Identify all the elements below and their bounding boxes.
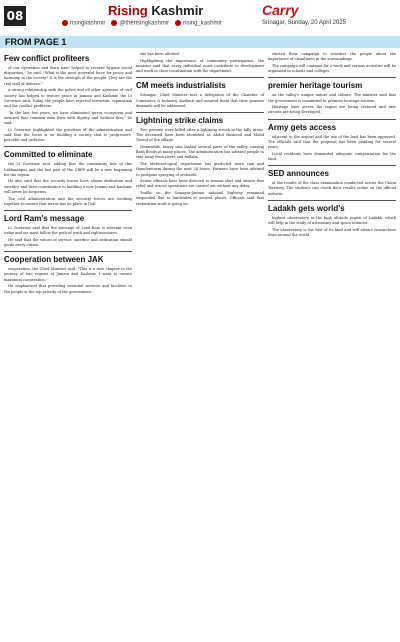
article-paragraph: she has been allotted. — [140, 52, 180, 56]
article-paragraph: on the valley's unique nature and culture. The minister said that the government is committed to promote heritage tourism. — [268, 93, 396, 103]
article-paragraph: cooperation, the Chief Minister said. "This is a new chapter in the journey of two regions of Jammu and Kashmir. I want to ensure maximum cooperation." — [4, 267, 132, 282]
article-paragraph: the Lt Governor said, adding that the community hub of this Lakhmanpur and the last part of the CRPF will be a new beginning for the region. — [4, 162, 132, 177]
article-paragraph: Senior officials have been directed to remain alert and ensure that relief and rescue operations are carried out without any delay. — [136, 179, 264, 189]
article-paragraph: "In the last few years, we have eliminated terror ecosystem and ensured that common man lives with dignity and without fear," he said. — [4, 110, 132, 126]
article-paragraph: Lt Governor said that the message of Lord Ram is relevant even today and we must follow the path of truth and righteousness. — [4, 225, 132, 236]
article-headline[interactable]: Army gets access — [268, 122, 337, 132]
divider — [268, 119, 396, 120]
instagram-icon — [175, 20, 181, 26]
social-handle[interactable]: @therisingkashmir — [111, 20, 169, 27]
masthead — [0, 0, 400, 34]
article-paragraph: Two persons were killed after a lightning struck in the hilly areas. The deceased have been identified as Abdul Rasheed and Mohd Yousuf of the village. — [136, 127, 264, 143]
partner-logo: Carry — [262, 2, 299, 18]
twitter-icon — [111, 20, 117, 26]
article-paragraph: Srinagar: Chief Minister met a delegation of the Chamber of Commerce & Industry, Kashmir and assured them that their genuine demands will be addressed. — [136, 93, 264, 108]
article-paragraph: Heritage sites across the region are being restored and new circuits are being developed. — [268, 105, 396, 115]
article-column-2 — [136, 52, 264, 208]
article-paragraph: of the results of the class examination conducted across the Union Territory. The students can check their results online on the official website. — [268, 181, 396, 196]
newspaper-logo[interactable] — [108, 3, 203, 18]
brand-name-dark: Kashmir — [151, 3, 204, 18]
article-paragraph: highest observatory in the high altitude region of Ladakh, which will help in the study of astronomy and space sciences. — [268, 215, 396, 225]
brand-name-red: Rising — [108, 3, 152, 18]
social-handles — [62, 20, 222, 27]
article-paragraph: A strong relationship with the police and all other agencies of civil society has helped to restore peace in Jammu and Kashmir, the Lt Governor said. Today, the people have rejected terrorism, separatism and the conflict profiteers. — [4, 88, 132, 108]
article-column-3 — [268, 52, 396, 240]
article-headline[interactable]: premier heritage tourism — [268, 81, 363, 91]
divider — [268, 200, 396, 201]
article-paragraph: The campaign will continue for a week and various activities will be organised in schools and colleges. — [268, 63, 396, 74]
article-paragraph: Highlighting the importance of community participation, the minister said that every individual must contribute to development and work in close coordination with the department. — [136, 58, 264, 74]
divider — [136, 77, 264, 78]
article-paragraph: Meanwhile, heavy rain lashed several parts of the valley, causing flash floods at many places. The administration has advised people to stay away from rivers and nallahs. — [136, 145, 264, 160]
divider — [268, 165, 396, 166]
article-paragraph: of our Operation and Burn have helped to reverse bygone social disparities," he said. "What is the most powerful force for peace and harmony in the society? It is the strength of the people. They are the real wall of defence." — [4, 66, 132, 86]
social-handle[interactable]: rising_kashmir — [175, 20, 222, 27]
article-headline[interactable]: Cooperation between JAK — [4, 255, 104, 265]
page-number: 08 — [4, 6, 26, 26]
article-headline[interactable]: SED announces — [268, 169, 329, 179]
divider — [4, 210, 132, 211]
article-paragraph: Lt Governor highlighted the priorities of the administration and said that the focus is on building a society that is progressive, peaceful and inclusive. — [4, 127, 132, 143]
article-headline[interactable]: Few conflict profiteers — [4, 54, 90, 63]
article-headline[interactable]: Lord Ram's message — [4, 213, 85, 223]
article-headline[interactable]: Ladakh gets world's — [268, 203, 345, 213]
divider — [136, 112, 264, 113]
article-column-1 — [4, 52, 132, 296]
article-paragraph: started their campaign to sensitise the people about the importance of cleanliness in the surroundings. — [268, 52, 396, 62]
dateline: Srinagar, Sunday, 20 April 2025 — [262, 20, 346, 26]
section-title: FROM PAGE 1 — [5, 37, 67, 47]
social-handle[interactable]: risingkashmir — [62, 20, 105, 27]
article-paragraph: He said that the values of service, sacrifice and dedication should guide every citizen. — [4, 237, 132, 248]
article-paragraph: adjacent to the airport and the use of the land has been approved. The officials said that the proposal has been pending for several years. — [268, 134, 396, 150]
article-paragraph: He also said that the security forces have shown dedication and sacrifice and their contribution to building a new Jammu and Kashmir will never be forgotten. — [4, 179, 132, 194]
divider — [4, 146, 132, 147]
article-headline[interactable]: Committed to eliminate — [4, 150, 93, 160]
section-bar — [0, 36, 400, 48]
article-paragraph: He emphasised that providing essential services and facilities to the people is the top priority of the government. — [4, 284, 132, 294]
article-paragraph: The Meteorological department has predicted more rain and thunderstorm during the next 24 hours. Farmers have been advised to postpone spraying of orchards. — [136, 162, 264, 177]
article-paragraph: Local residents have demanded adequate compensation for the land. — [268, 151, 396, 161]
divider — [268, 77, 396, 78]
article-paragraph: The civil administration and the security forces are working together to ensure that terror has no place in J&K. — [4, 196, 132, 206]
article-headline[interactable]: Lightning strike claims — [136, 115, 224, 125]
article-paragraph: The observatory is the first of its kind and will attract researchers from around the world. — [268, 227, 396, 237]
article-headline[interactable]: CM meets industrialists — [136, 81, 226, 91]
divider — [4, 251, 132, 252]
article-paragraph: Traffic on the Srinagar-Jammu national highway remained suspended due to landslides at several places. Officials said that restoration work is going on. — [136, 191, 264, 206]
facebook-icon — [62, 20, 68, 26]
